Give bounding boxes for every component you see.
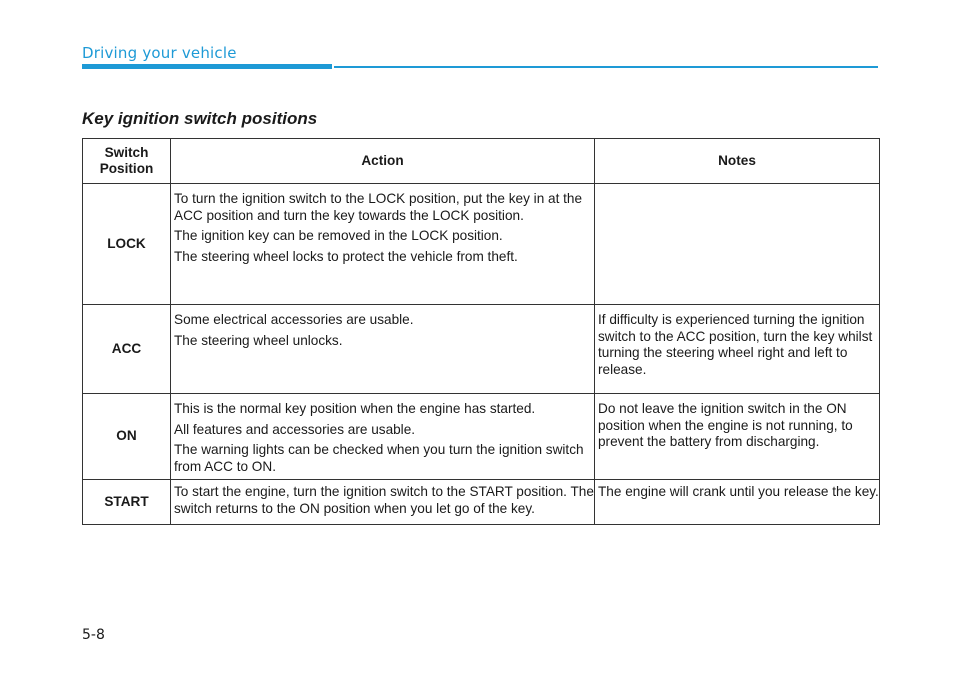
notes-cell: If difficulty is experienced turning the ignition switch to the ACC position, turn the key whilst turning the steering wheel right and left to release. <box>595 305 880 394</box>
page-heading: Key ignition switch positions <box>82 109 318 128</box>
table-row-start <box>83 480 880 525</box>
action-line: To turn the ignition switch to the LOCK position, put the key in at the ACC position and turn the key towards the LOCK position. <box>174 191 583 223</box>
ignition-positions-table <box>82 138 880 525</box>
notes-cell: Do not leave the ignition switch in the ON position when the engine is not running, to prevent the battery from discharging. <box>595 394 880 480</box>
action-line: The steering wheel unlocks. <box>174 332 343 348</box>
action-line: Some electrical accessories are usable. <box>174 312 414 327</box>
action-cell <box>171 184 595 305</box>
table-row-on <box>83 394 880 480</box>
action-line: This is the normal key position when the engine has started. <box>174 401 536 416</box>
page-number: 5-8 <box>82 627 105 643</box>
section-title: Driving your vehicle <box>82 44 237 62</box>
header-rule-thick <box>82 64 332 69</box>
action-cell <box>171 394 595 480</box>
action-line: All features and accessories are usable. <box>174 421 416 437</box>
position-cell: LOCK <box>83 184 171 305</box>
column-header-switch-position: Switch Position <box>83 139 171 184</box>
column-header-action: Action <box>171 139 595 184</box>
notes-cell <box>595 184 880 305</box>
header-rule-thin <box>334 66 878 68</box>
table-header-row <box>83 139 880 184</box>
column-header-notes: Notes <box>595 139 880 184</box>
action-line: To start the engine, turn the ignition switch to the START position. The switch returns to the ON position when you let go of the key. <box>174 484 594 516</box>
position-cell: START <box>83 480 171 525</box>
action-line: The ignition key can be removed in the LOCK position. <box>174 228 503 243</box>
position-cell: ACC <box>83 305 171 394</box>
table-row-acc <box>83 305 880 394</box>
position-cell: ON <box>83 394 171 480</box>
action-cell <box>171 480 595 525</box>
notes-cell: The engine will crank until you release the key. <box>595 480 880 525</box>
action-line: The steering wheel locks to protect the vehicle from theft. <box>174 248 518 264</box>
action-cell <box>171 305 595 394</box>
action-line: The warning lights can be checked when you turn the ignition switch from ACC to ON. <box>174 442 584 474</box>
table-row-lock <box>83 184 880 305</box>
